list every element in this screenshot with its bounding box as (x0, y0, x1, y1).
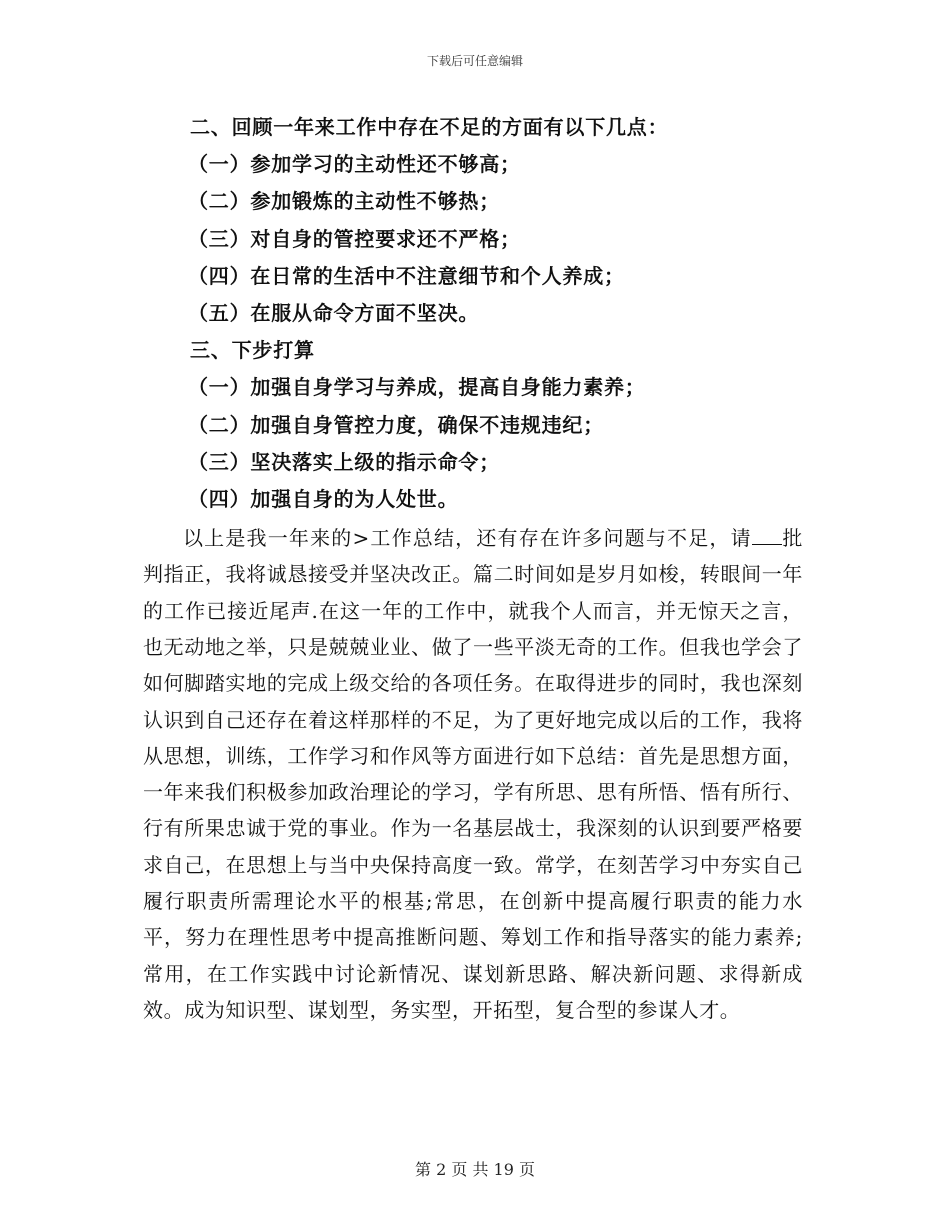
fill-in-blank (752, 524, 782, 545)
list-item: （一）加强自身学习与养成，提高自身能力素养； (188, 375, 646, 400)
list-item: （一）参加学习的主动性还不够高； (188, 152, 521, 177)
page-number: 第 2 页 共 19 页 (415, 1160, 535, 1179)
list-item: （二）加强自身管控力度，确保不违规违纪； (188, 412, 604, 437)
list-item: （三）坚决落实上级的指示命令； (188, 449, 500, 474)
list-item: （五）在服从命令方面不坚决。 (188, 300, 480, 325)
paragraph-text-rest: 批判指正，我将诚恳接受并坚决改正。篇二时间如是岁月如梭，转眼间一年的工作已接近尾声.在这一年的工作中，就我个人而言，并无惊天之言，也无动地之举，只是兢兢业业、做了一些平淡无奇的工作。但我也学会了如何脚踏实地的完成上级交给的各项任务。在取得进步的同时，我也深刻认识到自己还存在着这样那样的不足，为了更好地完成以后的工作，我将从思想，训练，工作学习和作风等方面进行如下总结：首先是思想方面，一年来我们积极参加政治理论的学习，学有所思、思有所悟、悟有所行、行有所果忠诚于党的事业。作为一名基层战士，我深刻的认识到要严格要求自己，在思想上与当中央保持高度一致。常学，在刻苦学习中夯实自己履行职责所需理论水平的根基;常思，在创新中提高履行职责的能力水平，努力在理性思考中提高推断问题、筹划工作和指导落实的能力素养;常用，在工作实践中讨论新情况、谋划新思路、解决新问题、求得新成效。成为知识型、谋划型，务实型，开拓型，复合型的参谋人才。 (143, 526, 803, 1022)
section-heading-next-steps: 三、下步打算 (190, 338, 315, 363)
list-item: （二）参加锻炼的主动性不够热； (188, 189, 500, 214)
document-body (143, 109, 803, 1048)
list-item: （三）对自身的管控要求还不严格； (188, 226, 521, 251)
section-heading-shortcomings: 二、回顾一年来工作中存在不足的方面有以下几点： (190, 115, 669, 139)
summary-paragraph (143, 520, 803, 1028)
list-item: （四）加强自身的为人处世。 (188, 486, 459, 511)
page-header-note: 下载后可任意编辑 (426, 54, 523, 68)
paragraph-text-start: 以上是我一年来的>工作总结，还有存在许多问题与不足，请 (183, 526, 752, 551)
list-item: （四）在日常的生活中不注意细节和个人养成； (188, 263, 625, 288)
